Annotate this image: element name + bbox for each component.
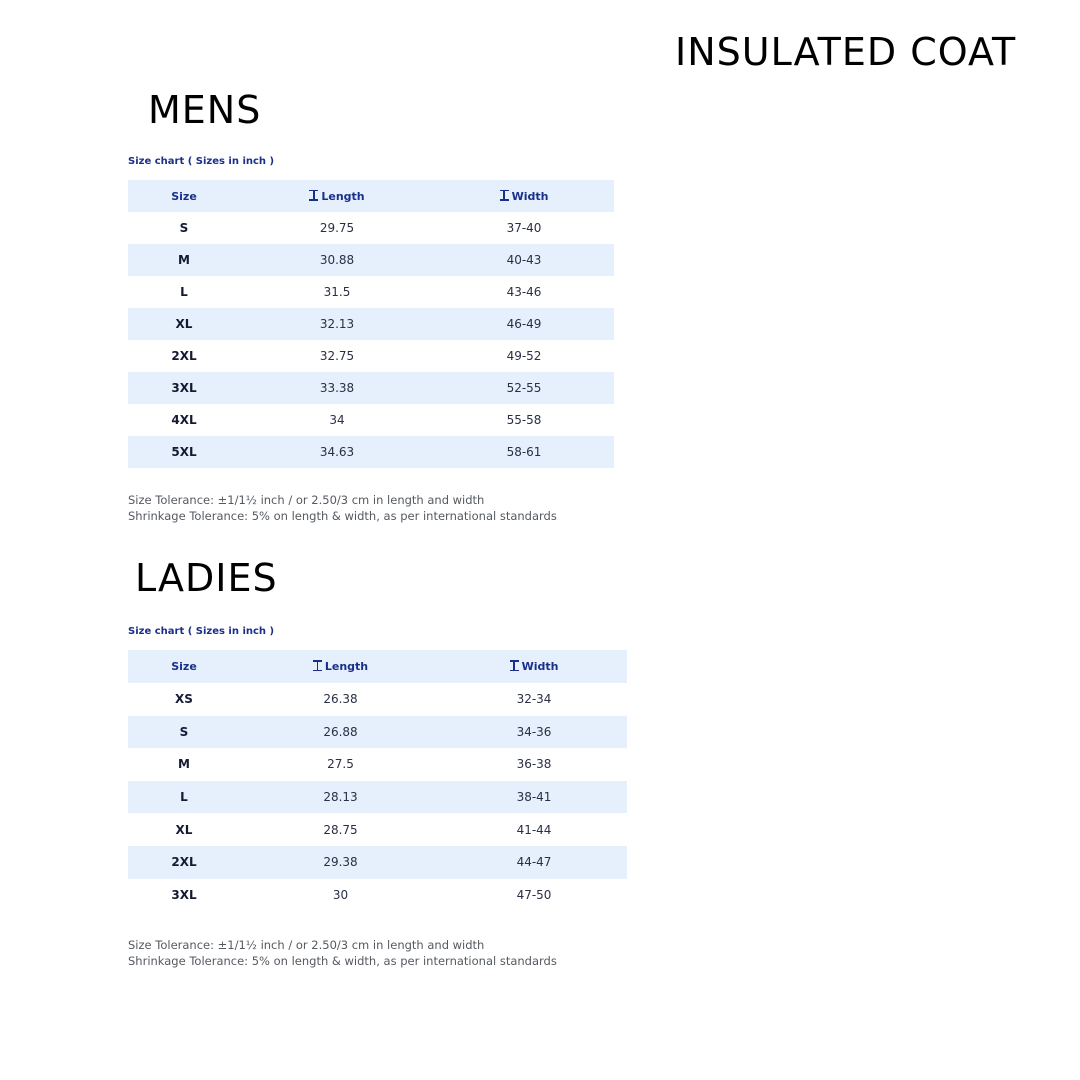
product-title: INSULATED COAT [675, 30, 1017, 74]
length-cell: 27.5 [327, 757, 354, 772]
width-cell: 34-36 [516, 724, 552, 739]
size-cell: L [180, 285, 188, 299]
size-cell: XS [175, 692, 193, 707]
table-row [128, 879, 627, 912]
size-cell: S [179, 221, 189, 235]
length-cell: 26.88 [323, 724, 358, 739]
width-cell: 49-52 [506, 349, 542, 363]
table-row [128, 372, 614, 404]
width-ruler-icon [500, 190, 509, 201]
table-row [128, 813, 627, 846]
length-cell: 31.5 [323, 285, 351, 299]
length-column-header: Length [240, 650, 441, 683]
length-cell: 32.75 [319, 349, 355, 363]
size-cell: 3XL [171, 381, 197, 395]
width-cell: 37-40 [506, 221, 542, 235]
length-cell: 29.75 [319, 221, 355, 235]
length-ruler-icon [309, 190, 318, 201]
mens-shrinkage-tolerance-note: Shrinkage Tolerance: 5% on length & width, as per international standards [128, 509, 557, 523]
size-cell: M [178, 757, 190, 772]
size-cell: 2XL [171, 349, 197, 363]
table-row [128, 436, 614, 468]
length-cell: 34 [329, 413, 345, 427]
table-row [128, 308, 614, 340]
width-cell: 40-43 [506, 253, 542, 267]
ladies-size-table [128, 650, 627, 911]
length-cell: 30.88 [319, 253, 355, 267]
mens-size-tolerance-note: Size Tolerance: ±1/1½ inch / or 2.50/3 cm in length and width [128, 493, 485, 507]
width-column-header: Width [434, 180, 614, 212]
table-row [128, 244, 614, 276]
width-cell: 36-38 [516, 757, 552, 772]
length-cell: 26.38 [323, 692, 358, 707]
length-cell: 34.63 [319, 445, 355, 459]
table-row [128, 683, 627, 716]
width-cell: 32-34 [516, 692, 552, 707]
ladies-shrinkage-tolerance-note: Shrinkage Tolerance: 5% on length & width, as per international standards [128, 954, 557, 968]
width-cell: 41-44 [516, 822, 552, 837]
length-cell: 33.38 [319, 381, 355, 395]
mens-chart-caption: Size chart ( Sizes in inch ) [128, 156, 275, 167]
mens-heading: MENS [148, 88, 262, 132]
width-cell: 38-41 [516, 790, 552, 805]
table-row [128, 212, 614, 244]
table-row [128, 716, 627, 749]
width-cell: 46-49 [506, 317, 542, 331]
size-cell: L [180, 790, 188, 805]
size-cell: XL [175, 822, 193, 837]
size-cell: 5XL [171, 445, 197, 459]
width-cell: 43-46 [506, 285, 542, 299]
length-cell: 32.13 [319, 317, 355, 331]
size-column-header: Size [171, 660, 197, 673]
width-column-header: Width [441, 650, 627, 683]
length-ruler-icon [313, 660, 322, 671]
table-row [128, 846, 627, 879]
length-cell: 30 [332, 887, 349, 902]
length-cell: 28.13 [323, 790, 358, 805]
mens-header-row [128, 180, 614, 212]
width-cell: 58-61 [506, 445, 542, 459]
size-cell: 2XL [171, 855, 197, 870]
table-row [128, 276, 614, 308]
mens-size-table [128, 180, 614, 468]
ladies-size-tolerance-note: Size Tolerance: ±1/1½ inch / or 2.50/3 cm in length and width [128, 938, 485, 952]
table-row [128, 404, 614, 436]
width-cell: 44-47 [516, 855, 552, 870]
length-cell: 29.38 [323, 855, 358, 870]
length-column-header: Length [240, 180, 434, 212]
size-cell: M [178, 253, 190, 267]
width-cell: 47-50 [516, 887, 552, 902]
ladies-chart-caption: Size chart ( Sizes in inch ) [128, 626, 275, 637]
table-row [128, 781, 627, 814]
width-cell: 55-58 [506, 413, 542, 427]
length-cell: 28.75 [323, 822, 358, 837]
table-row [128, 748, 627, 781]
size-cell: 4XL [171, 413, 197, 427]
size-cell: S [179, 724, 189, 739]
ladies-heading: LADIES [135, 556, 278, 600]
size-cell: XL [175, 317, 193, 331]
size-cell: 3XL [171, 887, 197, 902]
ladies-header-row [128, 650, 627, 683]
size-column-header: Size [171, 189, 197, 203]
width-ruler-icon [510, 660, 519, 671]
width-cell: 52-55 [506, 381, 542, 395]
table-row [128, 340, 614, 372]
